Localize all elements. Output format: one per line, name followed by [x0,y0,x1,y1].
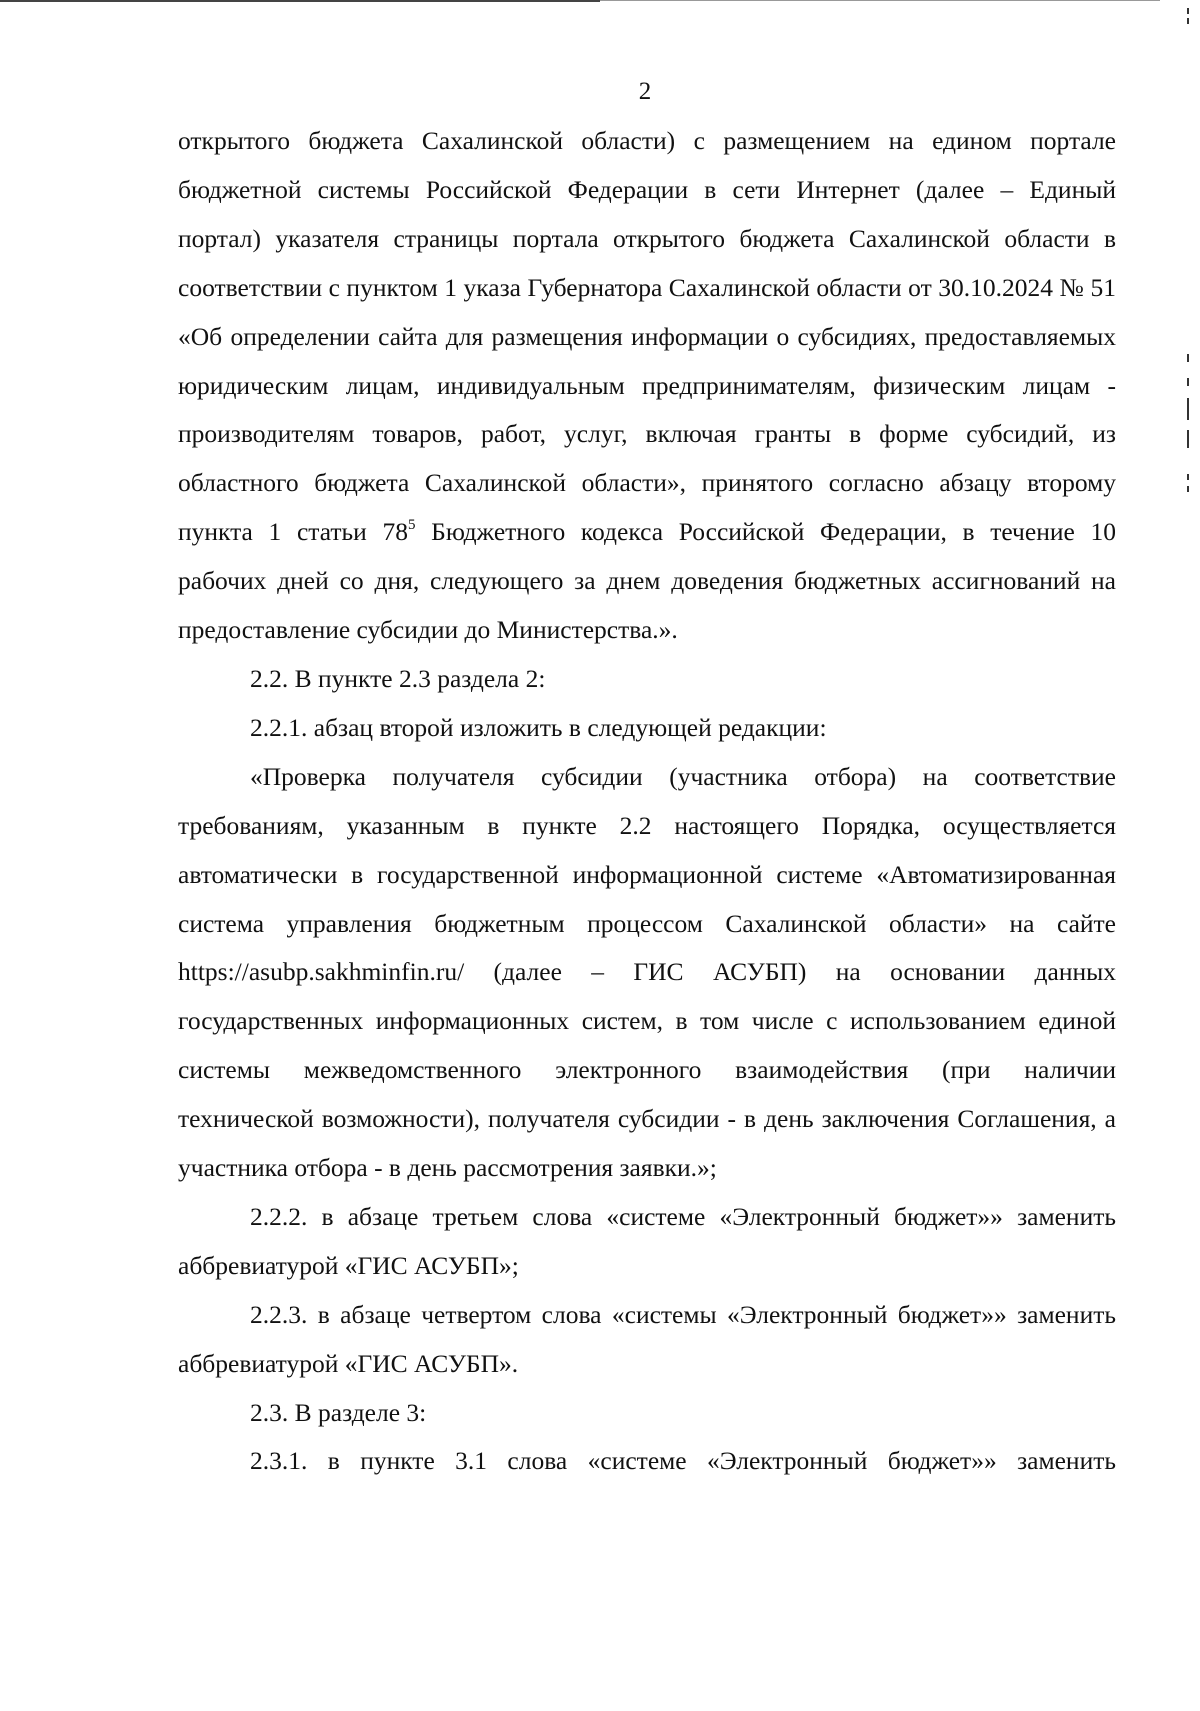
paragraph-3: 2.2.1. абзац второй изложить в следующей редакции: [250,712,827,742]
scan-top-edge-faint [600,0,1160,1]
paragraph-4: «Проверка получателя субсидии (участника отбора) на соответствие требованиям, указанным в пункте 2.2 настоящего Порядка, осуществляется автоматически в государственной информационной системе «Автоматизированная система управления бюджетным процессом Сахалинской области» на сайте https://asubp.sakhminfin.ru/ (далее – ГИС АСУБП) на основании данных государственных информационных систем, в том числе с использованием единой системы межведомственного электронного взаимодействия (при наличии технической возможности), получателя субсидии - в день заключения Соглашения, а участника отбора - в день рассмотрения заявки.»; [178,761,1116,1183]
paragraph-2: 2.2. В пункте 2.3 раздела 2: [250,663,546,693]
paragraph-1: открытого бюджета Сахалинской области) с размещением на едином портале бюджетной системы Российской Федерации в сети Интернет (далее – Единый портал) указателя страницы портала открытого бюджета Сахалинской области в соответствии с пунктом 1 указа Губернатора Сахалинской области от 30.10.2024 № 51 «Об определении сайта для размещения информации о субсидиях, предоставляемых юридическим лицам, индивидуальным предпринимателям, физическим лицам - производителям товаров, работ, услуг, включая гранты в форме субсидий, из областного бюджета Сахалинской области», принятого согласно абзацу второму пункта 1 статьи $78^5$ Бюджетного кодекса Российской Федерации, в течение 10 рабочих дней со дня, следующего за днем доведения бюджетных ассигнований на предоставление субсидии до Министерства.». [178,126,1116,645]
paragraph-7: 2.3. В разделе 3: [250,1397,427,1427]
paragraph-5: 2.2.2. в абзаце третьем слова «системе «Электронный бюджет»» заменить аббревиатурой «ГИС АСУБП»; [178,1201,1116,1280]
superscript-5: 5 [408,516,416,533]
page-number: 2 [638,78,652,105]
scan-margin-marks [1184,0,1194,1711]
scan-top-edge [0,0,600,2]
paragraph-6: 2.2.3. в абзаце четвертом слова «системы «Электронный бюджет»» заменить аббревиатурой «ГИС АСУБП». [178,1299,1116,1378]
document-body [178,117,1116,1486]
paragraph-8: 2.3.1. в пункте 3.1 слова «системе «Электронный бюджет»» заменить [250,1446,1116,1476]
